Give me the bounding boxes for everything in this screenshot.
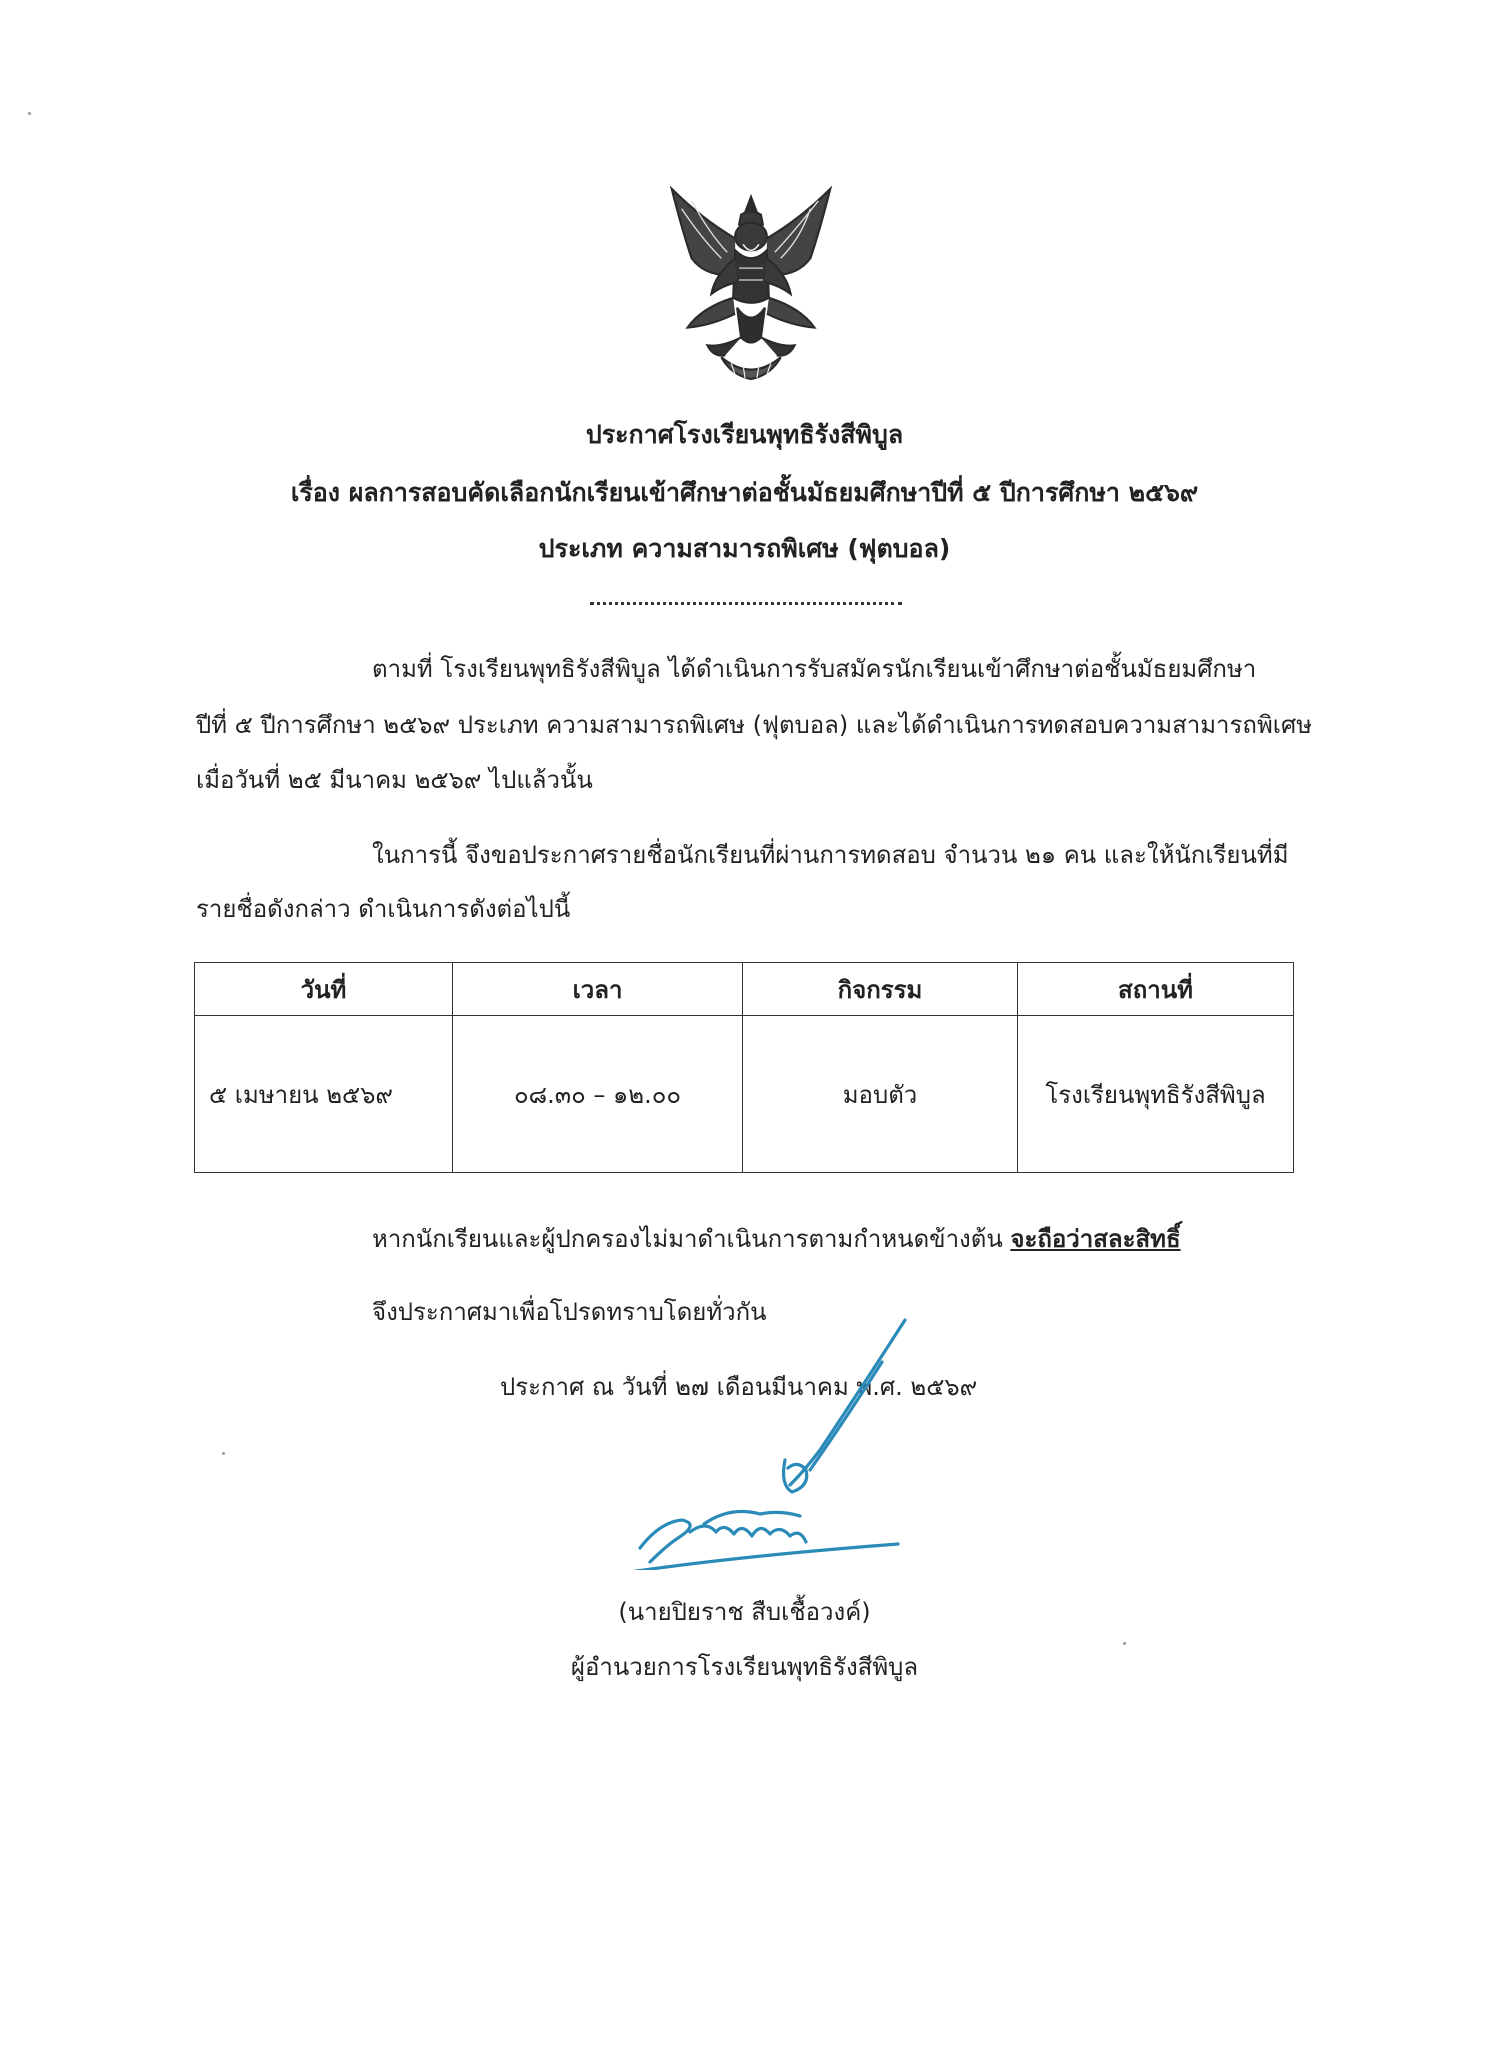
paragraph-2-line-1: ในการนี้ จึงขอประกาศรายชื่อนักเรียนที่ผ่านการทดสอบ จำนวน ๒๑ คน และให้นักเรียนที่มี <box>372 841 1289 869</box>
condition-text: หากนักเรียนและผู้ปกครองไม่มาดำเนินการตามกำหนดข้างต้น <box>372 1225 1011 1253</box>
paragraph-1-line-3: เมื่อวันที่ ๒๕ มีนาคม ๒๕๖๙ ไปแล้วนั้น <box>196 766 593 794</box>
dotted-divider <box>590 602 902 605</box>
header-time: เวลา <box>453 963 743 1016</box>
paragraph-2-line-2: รายชื่อดังกล่าว ดำเนินการดังต่อไปนี้ <box>196 895 571 923</box>
table-row <box>195 1016 1294 1173</box>
cell-place: โรงเรียนพุทธิรังสีพิบูล <box>1018 1016 1294 1173</box>
cell-activity: มอบตัว <box>743 1016 1018 1173</box>
schedule-header-row <box>195 963 1294 1016</box>
announcement-date: ประกาศ ณ วันที่ ๒๗ เดือนมีนาคม พ.ศ. ๒๕๖๙ <box>500 1373 978 1401</box>
paragraph-1-line-1: ตามที่ โรงเรียนพุทธิรังสีพิบูล ได้ดำเนินการรับสมัครนักเรียนเข้าศึกษาต่อชั้นมัธยมศึกษา <box>372 655 1257 683</box>
signature <box>620 1310 920 1570</box>
cell-date: ๕ เมษายน ๒๕๖๙ <box>195 1016 453 1173</box>
forfeit-notice: จะถือว่าสละสิทธิ์ <box>1010 1225 1181 1253</box>
header-date: วันที่ <box>195 963 453 1016</box>
cell-time: ๐๘.๓๐ – ๑๒.๐๐ <box>453 1016 743 1173</box>
signer-name: (นายปิยราช สืบเชื้อวงค์) <box>618 1598 871 1626</box>
paragraph-1-line-2: ปีที่ ๕ ปีการศึกษา ๒๕๖๙ ประเภท ความสามารถพิเศษ (ฟุตบอล) และได้ดำเนินการทดสอบความสามารถพิเศษ <box>196 711 1313 739</box>
header-activity: กิจกรรม <box>743 963 1018 1016</box>
scan-speck <box>1123 1642 1126 1645</box>
condition-line <box>372 1222 1181 1256</box>
closing-statement: จึงประกาศมาเพื่อโปรดทราบโดยทั่วกัน <box>372 1298 767 1326</box>
schedule-table <box>194 962 1294 1173</box>
signer-position: ผู้อำนวยการโรงเรียนพุทธิรังสีพิบูล <box>570 1653 919 1681</box>
announcement-subject: เรื่อง ผลการสอบคัดเลือกนักเรียนเข้าศึกษาต่อชั้นมัธยมศึกษาปีที่ ๕ ปีการศึกษา ๒๕๖๙ <box>290 478 1199 507</box>
header-place: สถานที่ <box>1018 963 1294 1016</box>
scan-speck <box>222 1452 225 1455</box>
announcement-title: ประกาศโรงเรียนพุทธิรังสีพิบูล <box>585 420 904 449</box>
garuda-emblem <box>652 178 850 388</box>
announcement-category: ประเภท ความสามารถพิเศษ (ฟุตบอล) <box>538 534 951 563</box>
scan-speck <box>28 112 31 115</box>
